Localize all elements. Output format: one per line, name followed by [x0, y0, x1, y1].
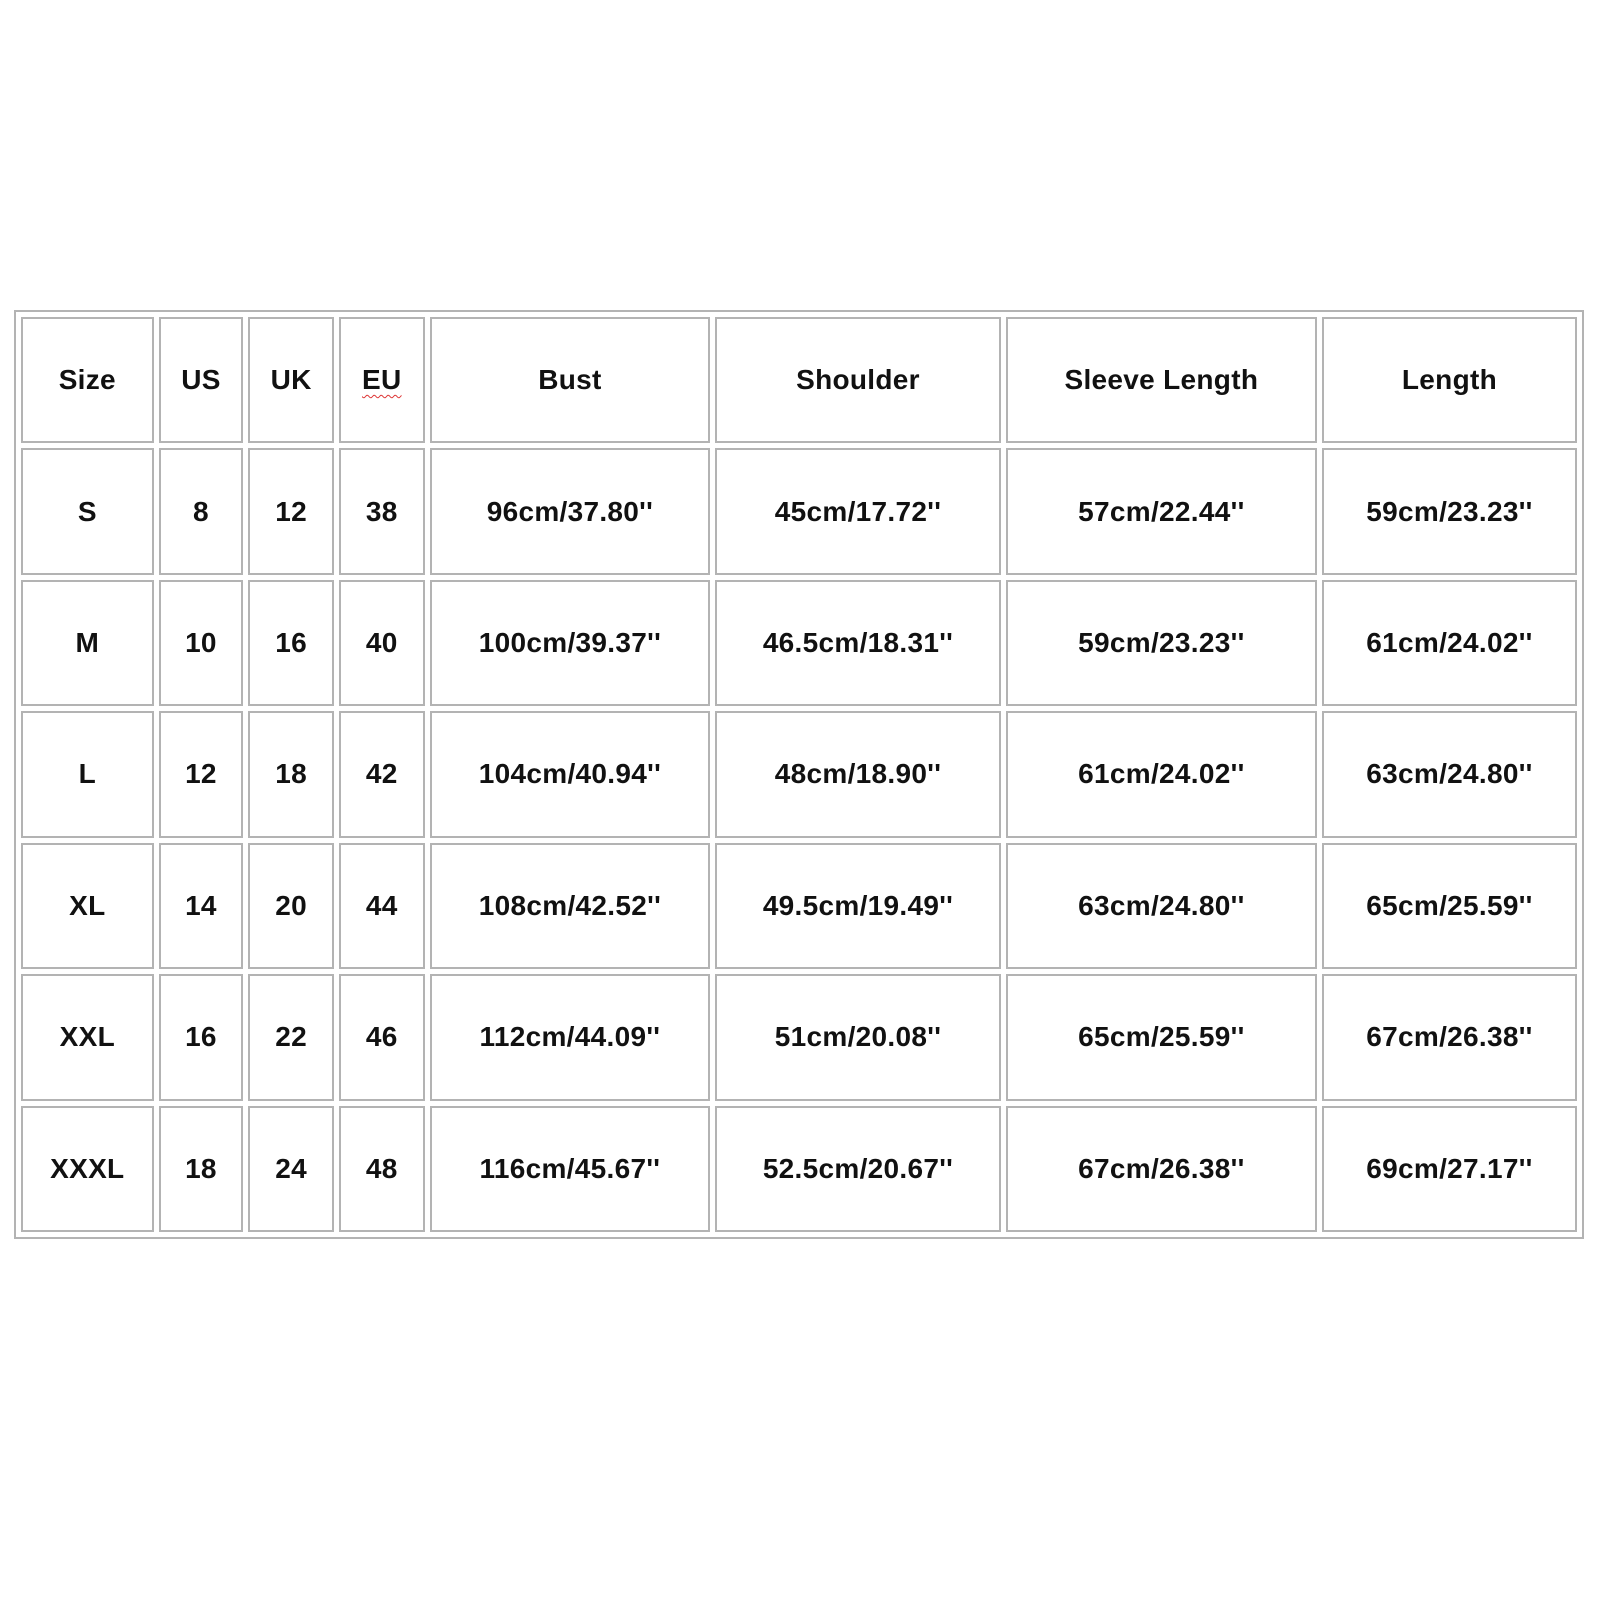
cell-length: 69cm/27.17'' [1322, 1106, 1577, 1232]
cell-us: 18 [159, 1106, 244, 1232]
header-cell-bust: Bust [430, 317, 711, 443]
cell-us: 10 [159, 580, 244, 706]
size-chart-table [14, 310, 1584, 1239]
header-cell-us: US [159, 317, 244, 443]
cell-size: L [21, 711, 154, 837]
cell-bust: 112cm/44.09'' [430, 974, 711, 1100]
cell-length: 67cm/26.38'' [1322, 974, 1577, 1100]
cell-bust: 104cm/40.94'' [430, 711, 711, 837]
cell-sleeve-length: 59cm/23.23'' [1006, 580, 1317, 706]
cell-size: S [21, 448, 154, 574]
table-row [21, 843, 1577, 969]
header-cell-uk: UK [248, 317, 334, 443]
cell-size: XXL [21, 974, 154, 1100]
header-cell-shoulder: Shoulder [715, 317, 1001, 443]
cell-sleeve-length: 63cm/24.80'' [1006, 843, 1317, 969]
cell-length: 61cm/24.02'' [1322, 580, 1577, 706]
cell-sleeve-length: 65cm/25.59'' [1006, 974, 1317, 1100]
cell-shoulder: 52.5cm/20.67'' [715, 1106, 1001, 1232]
cell-eu: 44 [339, 843, 425, 969]
cell-uk: 24 [248, 1106, 334, 1232]
cell-uk: 22 [248, 974, 334, 1100]
cell-us: 8 [159, 448, 244, 574]
cell-length: 59cm/23.23'' [1322, 448, 1577, 574]
cell-bust: 116cm/45.67'' [430, 1106, 711, 1232]
cell-shoulder: 48cm/18.90'' [715, 711, 1001, 837]
table-row [21, 448, 1577, 574]
cell-sleeve-length: 57cm/22.44'' [1006, 448, 1317, 574]
cell-us: 16 [159, 974, 244, 1100]
header-cell-size: Size [21, 317, 154, 443]
table-row [21, 974, 1577, 1100]
cell-size: XXXL [21, 1106, 154, 1232]
header-cell-sleeve-length: Sleeve Length [1006, 317, 1317, 443]
cell-shoulder: 46.5cm/18.31'' [715, 580, 1001, 706]
cell-eu: 42 [339, 711, 425, 837]
cell-uk: 12 [248, 448, 334, 574]
header-cell-length: Length [1322, 317, 1577, 443]
header-eu-label: EU [362, 364, 402, 396]
header-row [21, 317, 1577, 443]
table-row [21, 711, 1577, 837]
cell-us: 12 [159, 711, 244, 837]
cell-sleeve-length: 61cm/24.02'' [1006, 711, 1317, 837]
cell-eu: 38 [339, 448, 425, 574]
cell-shoulder: 49.5cm/19.49'' [715, 843, 1001, 969]
table-row [21, 580, 1577, 706]
cell-uk: 18 [248, 711, 334, 837]
cell-size: M [21, 580, 154, 706]
cell-bust: 100cm/39.37'' [430, 580, 711, 706]
cell-uk: 20 [248, 843, 334, 969]
cell-sleeve-length: 67cm/26.38'' [1006, 1106, 1317, 1232]
cell-bust: 96cm/37.80'' [430, 448, 711, 574]
cell-eu: 48 [339, 1106, 425, 1232]
cell-length: 65cm/25.59'' [1322, 843, 1577, 969]
cell-uk: 16 [248, 580, 334, 706]
cell-shoulder: 51cm/20.08'' [715, 974, 1001, 1100]
header-cell-eu [339, 317, 425, 443]
table-row [21, 1106, 1577, 1232]
cell-shoulder: 45cm/17.72'' [715, 448, 1001, 574]
cell-length: 63cm/24.80'' [1322, 711, 1577, 837]
cell-eu: 46 [339, 974, 425, 1100]
cell-eu: 40 [339, 580, 425, 706]
cell-bust: 108cm/42.52'' [430, 843, 711, 969]
cell-size: XL [21, 843, 154, 969]
cell-us: 14 [159, 843, 244, 969]
